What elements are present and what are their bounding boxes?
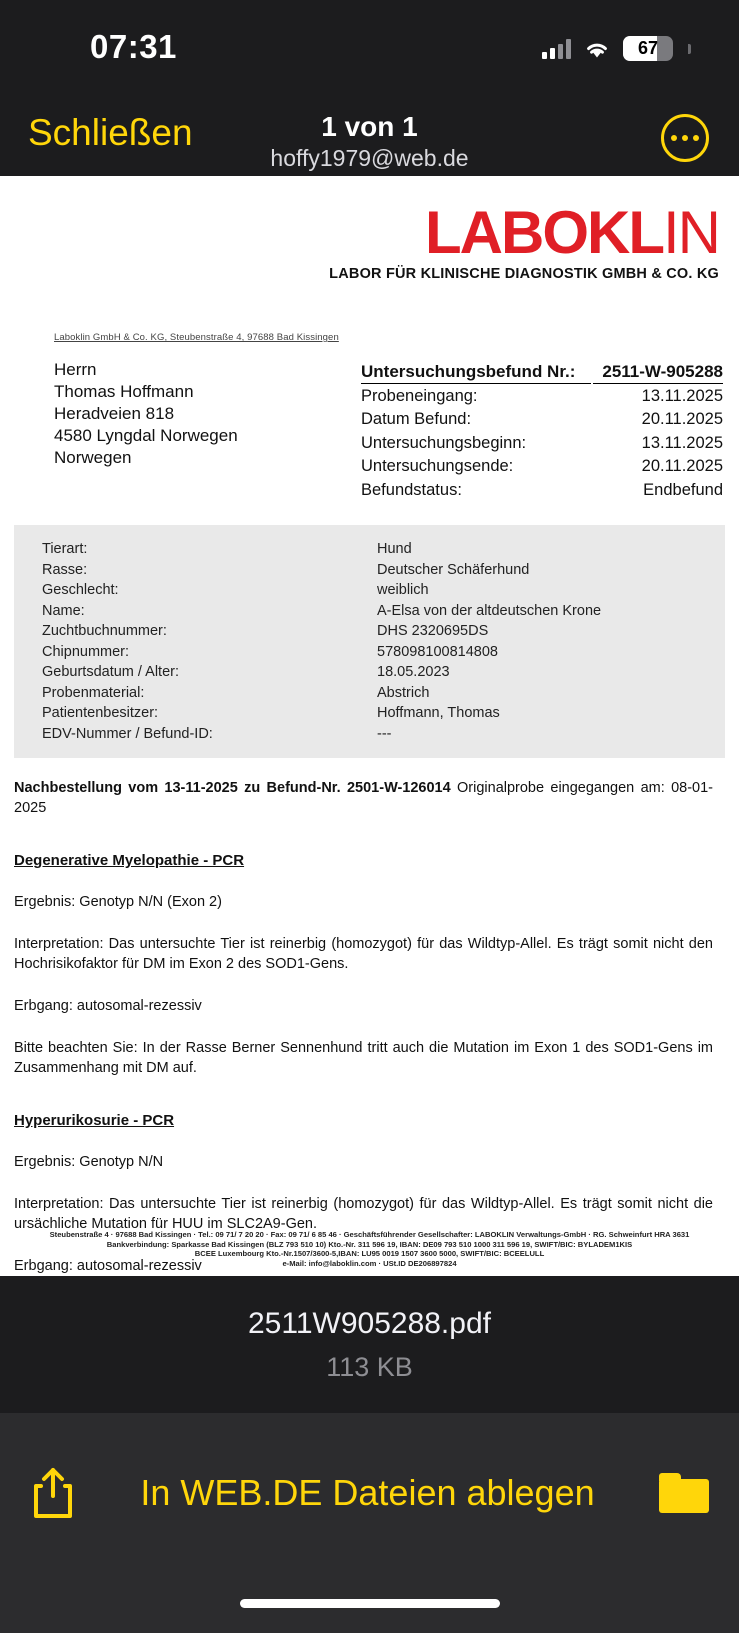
cellular-bars-icon (542, 39, 571, 59)
recipient-line: Norwegen (54, 448, 132, 467)
patient-label: Geschlecht: (42, 582, 119, 598)
section-paragraph: Erbgang: autosomal-rezessiv (14, 998, 202, 1014)
patient-label: EDV-Nummer / Befund-ID: (42, 725, 213, 742)
file-info-bar (0, 1276, 739, 1413)
logo-wordmark-thin: IN (663, 199, 719, 266)
recipient-line: 4580 Lyngdal Norwegen (54, 426, 238, 445)
meta-label: Probeneingang: (361, 386, 478, 405)
folder-icon[interactable] (659, 1473, 709, 1513)
patient-label: Tierart: (42, 541, 88, 557)
section-paragraph: Interpretation: Das untersuchte Tier ist reinerbig (homozygot) für das Wildtyp-Allel. Es trägt somit nicht den Hochrisikofaktor für DM im Exon 2 des SOD1-Gens. (14, 936, 713, 972)
home-indicator-bar (0, 1573, 739, 1633)
meta-value: 13.11.2025 (641, 433, 723, 452)
meta-value: 13.11.2025 (641, 386, 723, 405)
patient-label: Chipnummer: (42, 643, 130, 660)
document-footer (0, 1230, 739, 1268)
meta-label: Datum Befund: (361, 410, 472, 428)
patient-label: Zuchtbuchnummer: (42, 623, 167, 639)
patient-value: A-Elsa von der altdeutschen Krone (377, 602, 602, 619)
section-paragraph: Bitte beachten Sie: In der Rasse Berner Sennenhund tritt auch die Mutation im Exon 1 des SOD1-Gens im Zusammenhang mit DM auf. (14, 1040, 713, 1076)
patient-value: weiblich (377, 582, 429, 598)
patient-value: Abstrich (377, 684, 430, 701)
patient-value: Hoffmann, Thomas (377, 705, 500, 721)
navigation-bar (0, 96, 739, 176)
report-meta-block (359, 359, 725, 503)
section-title: Hyperurikosurie - PCR (14, 1112, 175, 1129)
status-time: 07:31 (90, 28, 177, 65)
action-label[interactable]: In WEB.DE Dateien ablegen (140, 1472, 595, 1513)
patient-value: 18.05.2023 (377, 664, 450, 680)
close-button[interactable]: Schließen (28, 112, 193, 153)
patient-value: --- (377, 725, 392, 742)
wifi-icon (584, 39, 610, 59)
sender-address-line: Laboklin GmbH & Co. KG, Steubenstraße 4, 97688 Bad Kissingen (54, 332, 339, 343)
meta-row (361, 433, 723, 455)
battery-indicator (623, 36, 673, 61)
meta-row (361, 456, 723, 478)
report-number-row (361, 361, 723, 384)
footer-line: Bankverbindung: Sparkasse Bad Kissingen (BLZ 793 510 10) Kto.-Nr. 311 596 19, IBAN: DE09 793 510 1000 311 596 19, SWIFT/BIC: BYLADEM1KIS (106, 1239, 633, 1249)
file-size: 113 KB (326, 1352, 413, 1382)
patient-value: DHS 2320695DS (377, 623, 489, 639)
account-email: hoffy1979@web.de (270, 145, 469, 171)
footer-line: BCEE Luxembourg Kto.-Nr.1507/3600-5,IBAN: LU95 0019 1507 3600 5000, SWIFT/BIC: BCEELULL (194, 1249, 545, 1259)
patient-label: Geburtsdatum / Alter: (42, 664, 180, 680)
report-number-label: Untersuchungsbefund Nr.: (361, 361, 591, 384)
patient-value: Hund (377, 541, 412, 557)
section-paragraph: Ergebnis: Genotyp N/N (14, 1154, 164, 1170)
reorder-note-normal: Originalprobe eingegangen am: 08-01-2025 (14, 780, 713, 816)
recipient-address (14, 359, 359, 503)
status-bar (0, 0, 739, 96)
meta-value: Endbefund (643, 480, 723, 499)
recipient-line: Thomas Hoffmann (54, 382, 194, 401)
footer-line: e-Mail: info@laboklin.com · USt.ID DE206897824 (282, 1258, 457, 1268)
recipient-line: Herrn (54, 360, 97, 379)
save-to-webde-action[interactable] (0, 1413, 739, 1573)
pdf-page[interactable] (0, 176, 739, 1276)
meta-value: 20.11.2025 (641, 410, 723, 428)
meta-label: Befundstatus: (361, 480, 462, 499)
patient-label: Name: (42, 602, 85, 619)
meta-label: Untersuchungsbeginn: (361, 433, 527, 452)
more-ellipsis-icon[interactable] (661, 114, 709, 162)
patient-info-box (14, 525, 725, 758)
section-paragraph: Erbgang: autosomal-rezessiv (14, 1258, 202, 1274)
section-title: Degenerative Myelopathie - PCR (14, 852, 245, 869)
report-number-value: 2511-W-905288 (593, 361, 723, 384)
battery-cap-icon (688, 44, 691, 54)
patient-values (377, 539, 725, 744)
patient-value: 578098100814808 (377, 643, 498, 660)
laboklin-logo (14, 176, 725, 282)
reorder-note-bold: Nachbestellung vom 13-11-2025 zu Befund-Nr. 2501-W-126014 (14, 780, 451, 796)
address-and-meta-row (14, 359, 725, 503)
meta-value: 20.11.2025 (641, 457, 723, 475)
meta-row (361, 409, 723, 431)
patient-value: Deutscher Schäferhund (377, 561, 530, 578)
section-paragraph: Ergebnis: Genotyp N/N (Exon 2) (14, 894, 222, 910)
home-indicator[interactable] (240, 1599, 500, 1608)
recipient-line: Heradveien 818 (54, 404, 175, 423)
file-name: 2511W905288.pdf (248, 1307, 491, 1340)
patient-label: Patientenbesitzer: (42, 705, 159, 721)
patient-labels (42, 539, 377, 744)
reorder-note (14, 778, 725, 818)
share-upload-icon[interactable] (30, 1466, 76, 1520)
logo-wordmark (14, 199, 719, 266)
result-section-dm (14, 852, 725, 1078)
status-indicators (542, 36, 691, 61)
section-paragraph: Interpretation: Das untersuchte Tier ist reinerbig (homozygot) für das Wildtyp-Allel. Es trägt somit nicht die ursächliche Mutation für HUU im SLC2A9-Gen. (14, 1196, 713, 1232)
patient-label: Probenmaterial: (42, 684, 145, 701)
page-title: 1 von 1 (321, 111, 418, 142)
patient-label: Rasse: (42, 561, 88, 578)
logo-wordmark-bold: LABOKL (425, 199, 663, 266)
meta-label: Untersuchungsende: (361, 457, 514, 475)
logo-subtitle: LABOR FÜR KLINISCHE DIAGNOSTIK GMBH & CO. KG (329, 266, 719, 282)
battery-percent: 67 (637, 38, 659, 58)
meta-row (361, 480, 723, 502)
meta-row (361, 386, 723, 408)
footer-line: Steubenstraße 4 · 97688 Bad Kissingen · Tel.: 09 71/ 7 20 20 · Fax: 09 71/ 6 85 46 · Geschäftsführender Gesellschafter: LABOKLIN Verwaltungs-GmbH · RG. Schweinfurt HRA 3631 (49, 1230, 690, 1240)
